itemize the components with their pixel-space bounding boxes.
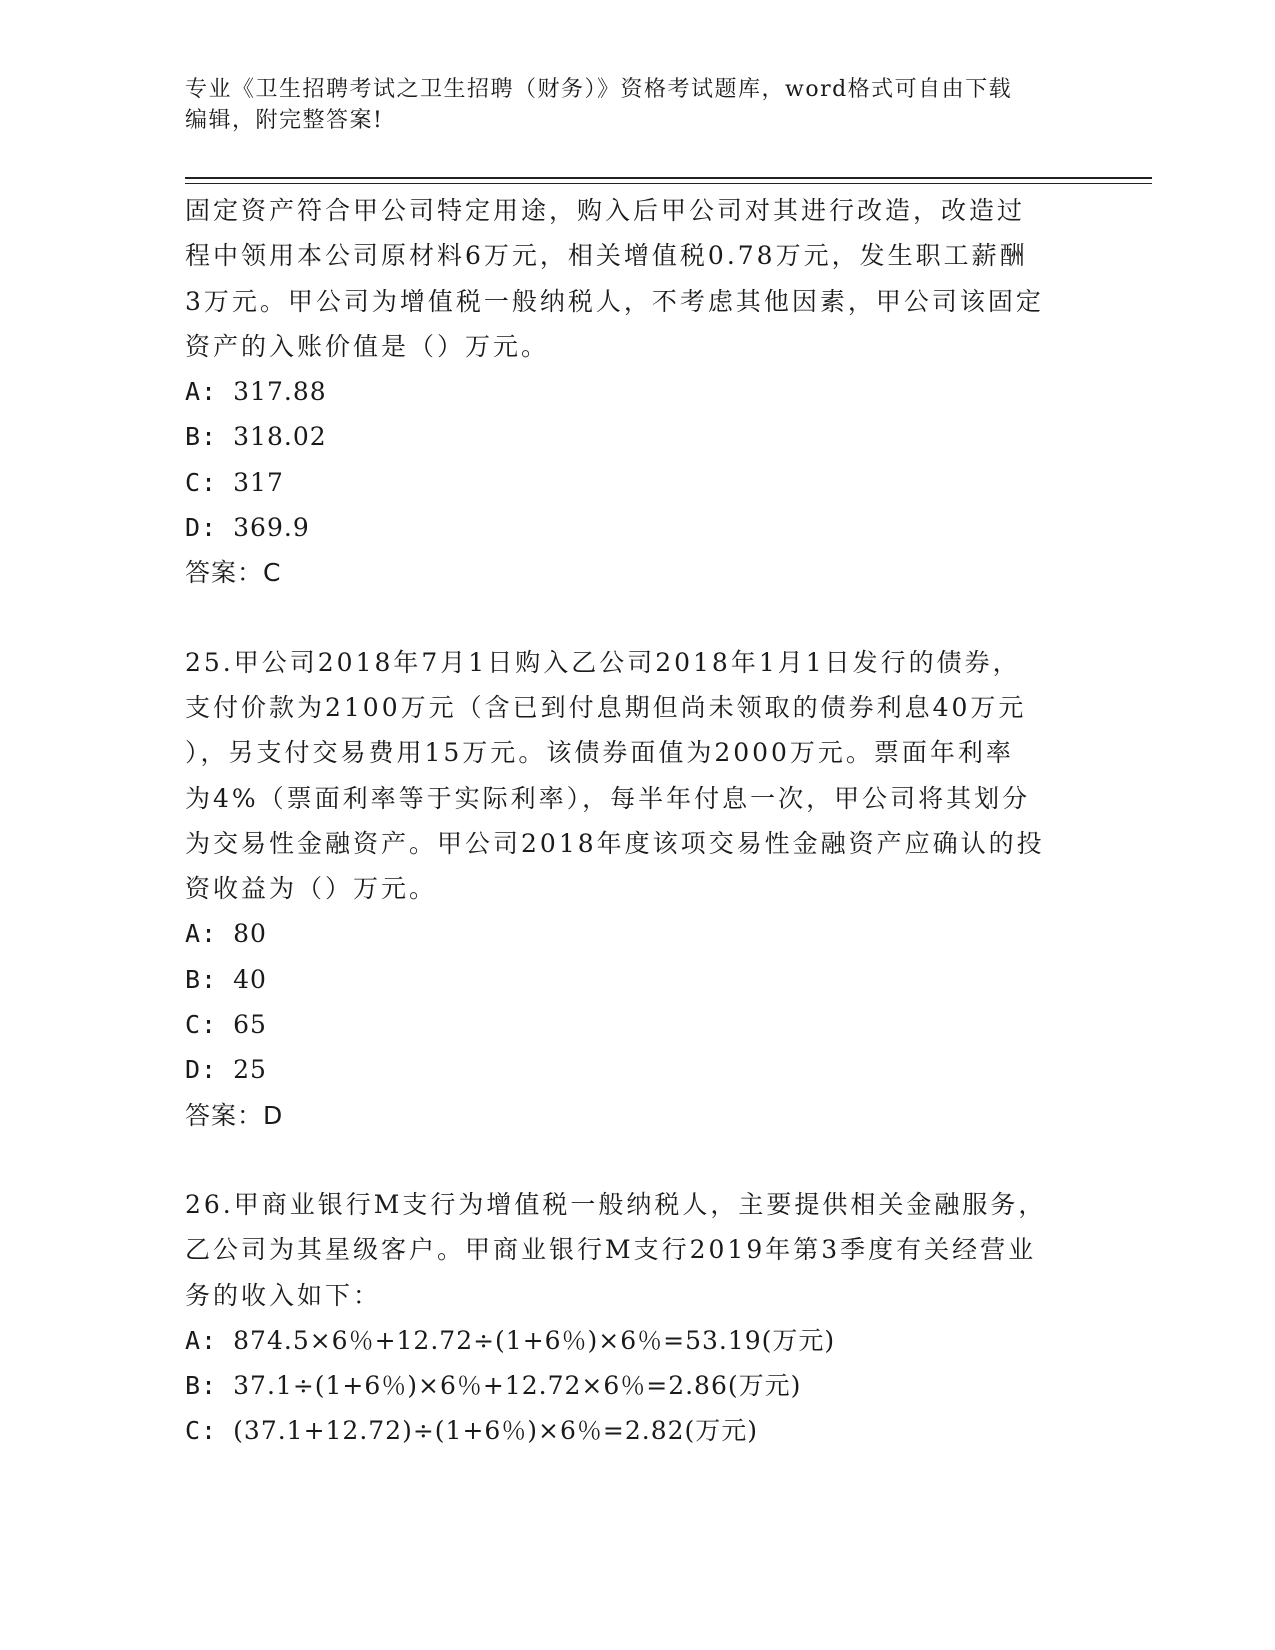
- spacer: [185, 596, 1085, 640]
- option-c: [185, 460, 1085, 505]
- header-rule-thin: [185, 183, 1152, 184]
- option-c: [185, 1002, 1085, 1047]
- question-26: [185, 1182, 1085, 1454]
- option-label: B:: [185, 1371, 234, 1401]
- option-value: 317.88: [233, 377, 327, 407]
- option-value: 317: [233, 467, 284, 497]
- option-d: [185, 1047, 1085, 1092]
- header-line-2: 编辑，附完整答案!: [185, 108, 384, 133]
- option-label: A:: [185, 1325, 234, 1355]
- option-value: 25: [233, 1055, 267, 1085]
- question-text-line: 3万元。甲公司为增值税一般纳税人，不考虑其他因素，甲公司该固定: [185, 286, 1044, 316]
- spacer: [185, 1138, 1085, 1182]
- document-header: [185, 74, 1085, 136]
- question-text-line: 资产的入账价值是（）万元。: [185, 331, 550, 361]
- question-text-line: 为4%（票面利率等于实际利率），每半年付息一次，甲公司将其划分: [185, 783, 1031, 813]
- question-text-line: 乙公司为其星级客户。甲商业银行M支行2019年第3季度有关经营业: [185, 1235, 1037, 1265]
- option-c: [185, 1408, 1085, 1453]
- option-label: D:: [185, 513, 234, 543]
- option-b: [185, 414, 1085, 459]
- option-value: 80: [233, 919, 267, 949]
- document-body: [185, 188, 1085, 1454]
- option-a: [185, 1318, 1085, 1363]
- option-value: 874.5×6％+12.72÷(1+6％)×6％=53.19(万元): [233, 1325, 836, 1355]
- option-label: D:: [185, 1055, 234, 1085]
- answer-line: 答案：C: [185, 558, 282, 588]
- option-label: B:: [185, 422, 234, 452]
- question-text-line: 务的收入如下：: [185, 1280, 382, 1310]
- option-a: [185, 911, 1085, 956]
- option-value: (37.1+12.72)÷(1+6％)×6％=2.82(万元): [233, 1416, 759, 1446]
- option-value: 65: [233, 1010, 267, 1040]
- option-label: C:: [185, 1010, 234, 1040]
- question-text-line: 资收益为（）万元。: [185, 874, 438, 904]
- option-value: 318.02: [233, 422, 327, 452]
- question-text-line: ），另支付交易费用15万元。该债券面值为2000万元。票面年利率: [185, 738, 1014, 768]
- question-text-line: 为交易性金融资产。甲公司2018年度该项交易性金融资产应确认的投: [185, 828, 1045, 858]
- option-label: C:: [185, 1416, 234, 1446]
- question-24: [185, 188, 1085, 596]
- question-text-line: 25.甲公司2018年7月1日购入乙公司2018年1月1日发行的债券，: [185, 647, 1021, 677]
- question-text-line: 固定资产符合甲公司特定用途，购入后甲公司对其进行改造，改造过: [185, 196, 1026, 225]
- header-rule-thick: [185, 177, 1152, 179]
- option-b: [185, 1363, 1085, 1408]
- question-text-line: 26.甲商业银行M支行为增值税一般纳税人，主要提供相关金融服务，: [185, 1189, 1047, 1219]
- option-label: C:: [185, 467, 234, 497]
- option-value: 369.9: [233, 513, 310, 543]
- option-label: A:: [185, 377, 234, 407]
- answer-line: 答案：D: [185, 1100, 284, 1130]
- option-d: [185, 505, 1085, 550]
- question-text-line: 支付价款为2100万元（含已到付息期但尚未领取的债券利息40万元: [185, 692, 1027, 722]
- header-line-1: 专业《卫生招聘考试之卫生招聘（财务）》资格考试题库，word格式可自由下载: [185, 77, 1013, 102]
- option-a: [185, 369, 1085, 414]
- question-25: [185, 640, 1085, 1138]
- option-b: [185, 957, 1085, 1002]
- option-value: 37.1÷(1+6％)×6％+12.72×6％=2.86(万元): [233, 1371, 802, 1401]
- option-label: B:: [185, 964, 234, 994]
- question-text-line: 程中领用本公司原材料6万元，相关增值税0.78万元，发生职工薪酬: [185, 241, 1028, 271]
- option-label: A:: [185, 919, 234, 949]
- option-value: 40: [233, 964, 267, 994]
